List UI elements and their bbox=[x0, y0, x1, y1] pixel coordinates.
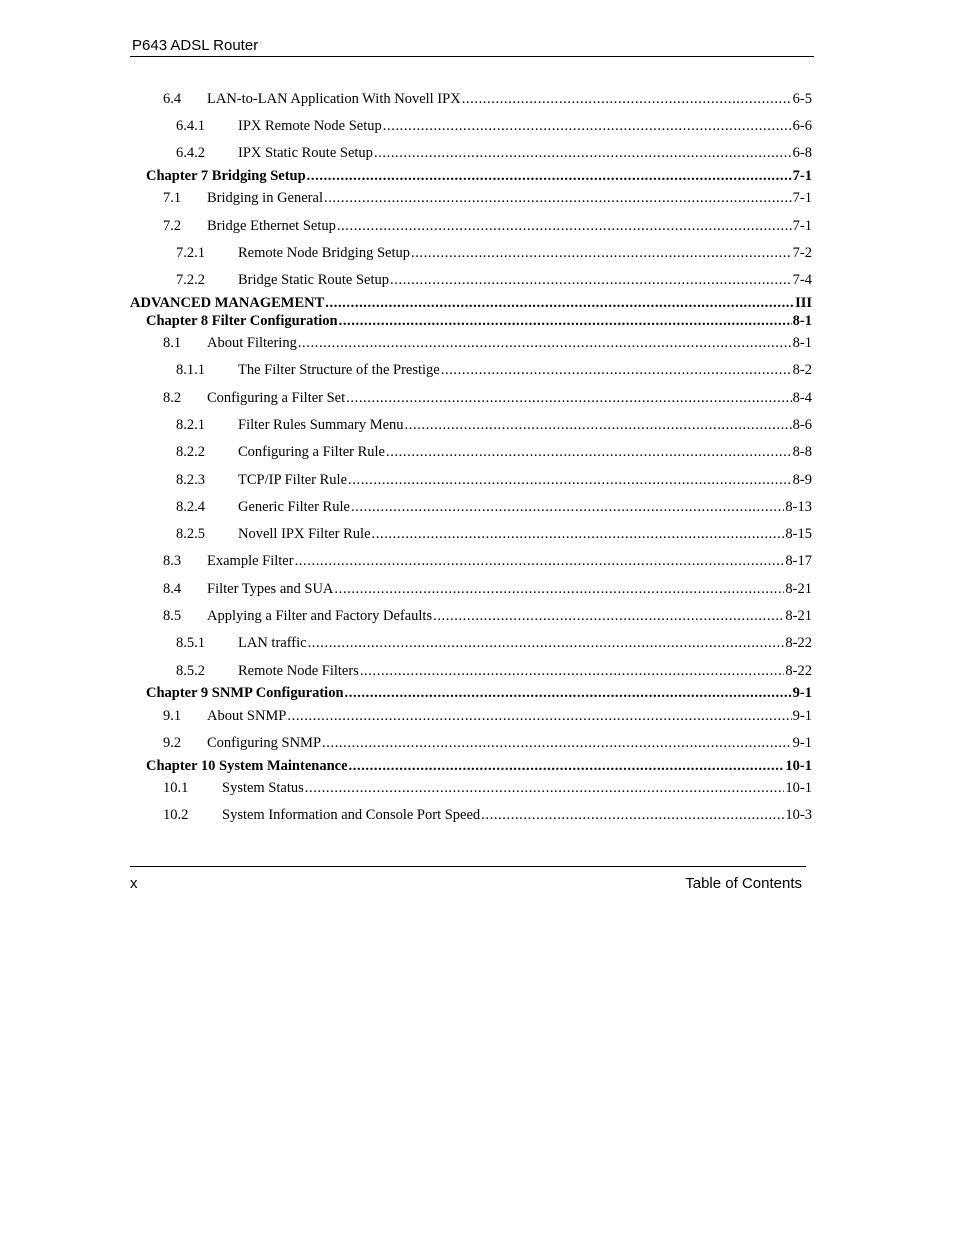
toc-leader-dots bbox=[339, 311, 792, 331]
toc-leader-dots bbox=[383, 116, 792, 136]
toc-entry-number: 8.2.2 bbox=[176, 444, 205, 460]
toc-chapter-page: 10-1 bbox=[785, 758, 812, 774]
toc-leader-dots bbox=[322, 733, 792, 753]
toc-entry-page: 6-5 bbox=[792, 91, 812, 107]
toc-entry-page: 10-1 bbox=[785, 780, 812, 796]
page-header: P643 ADSL Router bbox=[132, 37, 259, 54]
toc-entry-page: 8-9 bbox=[792, 472, 812, 488]
toc-entry[interactable] bbox=[176, 442, 812, 462]
toc-entry-page: 8-2 bbox=[792, 362, 812, 378]
toc-entry-title: About SNMP bbox=[207, 708, 287, 724]
toc-entry[interactable] bbox=[163, 388, 812, 408]
toc-entry[interactable] bbox=[176, 116, 812, 136]
toc-entry-number: 8.2.4 bbox=[176, 499, 205, 515]
toc-entry[interactable] bbox=[163, 606, 812, 626]
toc-entry[interactable] bbox=[176, 524, 812, 544]
toc-entry-number: 9.2 bbox=[163, 735, 182, 751]
toc-leader-dots bbox=[324, 188, 792, 208]
toc-entry-number: 8.2.1 bbox=[176, 417, 205, 433]
toc-entry-number: 8.2 bbox=[163, 390, 182, 406]
toc-entry-number: 8.1.1 bbox=[176, 362, 205, 378]
footer-page-number: x bbox=[130, 875, 138, 892]
toc-part[interactable] bbox=[130, 293, 812, 313]
toc-entry-page: 9-1 bbox=[792, 708, 812, 724]
toc-leader-dots bbox=[348, 470, 792, 490]
toc-entry-number: 6.4 bbox=[163, 91, 182, 107]
toc-entry-page: 8-15 bbox=[785, 526, 812, 542]
toc-chapter-page: 9-1 bbox=[792, 685, 812, 701]
toc-entry[interactable] bbox=[163, 551, 812, 571]
toc-part-title: ADVANCED MANAGEMENT bbox=[130, 295, 325, 311]
toc-entry-number: 9.1 bbox=[163, 708, 182, 724]
toc-entry-number: 8.2.3 bbox=[176, 472, 205, 488]
toc-chapter-title: Chapter 9 SNMP Configuration bbox=[146, 685, 344, 701]
toc-entry[interactable] bbox=[163, 805, 812, 825]
toc-leader-dots bbox=[337, 216, 792, 236]
toc-leader-dots bbox=[386, 442, 792, 462]
toc-leader-dots bbox=[372, 524, 785, 544]
toc-entry-title: Example Filter bbox=[207, 553, 294, 569]
toc-entry-number: 7.2.2 bbox=[176, 272, 205, 288]
toc-entry-number: 7.2 bbox=[163, 218, 182, 234]
toc-entry-title: Configuring a Filter Rule bbox=[238, 444, 385, 460]
toc-entry[interactable] bbox=[176, 143, 812, 163]
toc-entry[interactable] bbox=[176, 360, 812, 380]
toc-chapter[interactable] bbox=[146, 311, 812, 331]
toc-leader-dots bbox=[390, 270, 792, 290]
toc-entry-page: 8-22 bbox=[785, 635, 812, 651]
toc-entry-title: LAN-to-LAN Application With Novell IPX bbox=[207, 91, 461, 107]
toc-entry-title: About Filtering bbox=[207, 335, 297, 351]
toc-entry-title: Generic Filter Rule bbox=[238, 499, 350, 515]
toc-leader-dots bbox=[308, 633, 785, 653]
toc-leader-dots bbox=[325, 293, 794, 313]
toc-entry-page: 8-8 bbox=[792, 444, 812, 460]
toc-entry-number: 8.2.5 bbox=[176, 526, 205, 542]
toc-entry-number: 10.2 bbox=[163, 807, 189, 823]
toc-chapter[interactable] bbox=[146, 756, 812, 776]
toc-leader-dots bbox=[305, 778, 785, 798]
toc-entry-title: System Information and Console Port Speed bbox=[222, 807, 481, 823]
toc-chapter[interactable] bbox=[146, 166, 812, 186]
toc-leader-dots bbox=[334, 579, 784, 599]
toc-entry-title: Novell IPX Filter Rule bbox=[238, 526, 371, 542]
toc-leader-dots bbox=[295, 551, 785, 571]
toc-entry[interactable] bbox=[176, 415, 812, 435]
toc-chapter-title: Chapter 8 Filter Configuration bbox=[146, 313, 338, 329]
toc-leader-dots bbox=[462, 89, 792, 109]
toc-entry-title: LAN traffic bbox=[238, 635, 307, 651]
toc-entry[interactable] bbox=[163, 89, 812, 109]
toc-part-page: III bbox=[795, 295, 812, 311]
toc-entry[interactable] bbox=[176, 661, 812, 681]
toc-leader-dots bbox=[374, 143, 792, 163]
toc-entry-number: 8.5.2 bbox=[176, 663, 205, 679]
toc-entry[interactable] bbox=[176, 243, 812, 263]
toc-entry-page: 8-13 bbox=[785, 499, 812, 515]
toc-entry-page: 6-8 bbox=[792, 145, 812, 161]
toc-entry-page: 8-6 bbox=[792, 417, 812, 433]
toc-leader-dots bbox=[298, 333, 792, 353]
toc-entry-number: 7.2.1 bbox=[176, 245, 205, 261]
toc-leader-dots bbox=[411, 243, 792, 263]
toc-entry-title: IPX Static Route Setup bbox=[238, 145, 373, 161]
toc-entry-title: Filter Rules Summary Menu bbox=[238, 417, 404, 433]
toc-leader-dots bbox=[346, 388, 792, 408]
toc-entry[interactable] bbox=[163, 333, 812, 353]
header-rule bbox=[130, 56, 814, 57]
toc-entry-page: 8-17 bbox=[785, 553, 812, 569]
toc-entry-page: 8-22 bbox=[785, 663, 812, 679]
toc-entry-title: IPX Remote Node Setup bbox=[238, 118, 382, 134]
toc-leader-dots bbox=[287, 706, 791, 726]
toc-entry[interactable] bbox=[163, 778, 812, 798]
toc-entry-page: 8-21 bbox=[785, 581, 812, 597]
toc-entry-title: Bridging in General bbox=[207, 190, 323, 206]
toc-chapter-title: Chapter 7 Bridging Setup bbox=[146, 168, 306, 184]
toc-leader-dots bbox=[441, 360, 792, 380]
toc-entry-number: 6.4.1 bbox=[176, 118, 205, 134]
toc-entry-page: 10-3 bbox=[785, 807, 812, 823]
toc-entry-number: 10.1 bbox=[163, 780, 189, 796]
toc-entry[interactable] bbox=[176, 270, 812, 290]
toc-entry[interactable] bbox=[176, 497, 812, 517]
toc-entry-number: 8.5.1 bbox=[176, 635, 205, 651]
toc-chapter-page: 7-1 bbox=[792, 168, 812, 184]
toc-entry-page: 6-6 bbox=[792, 118, 812, 134]
toc-entry-page: 7-2 bbox=[792, 245, 812, 261]
toc-entry-title: System Status bbox=[222, 780, 304, 796]
toc-entry[interactable] bbox=[163, 216, 812, 236]
toc-leader-dots bbox=[405, 415, 792, 435]
toc-leader-dots bbox=[433, 606, 784, 626]
toc-chapter-page: 8-1 bbox=[792, 313, 812, 329]
toc-entry-number: 7.1 bbox=[163, 190, 182, 206]
toc-entry-page: 9-1 bbox=[792, 735, 812, 751]
toc-entry[interactable] bbox=[163, 579, 812, 599]
toc-leader-dots bbox=[351, 497, 784, 517]
toc-chapter-title: Chapter 10 System Maintenance bbox=[146, 758, 348, 774]
toc-entry-title: Remote Node Bridging Setup bbox=[238, 245, 410, 261]
toc-entry[interactable] bbox=[163, 188, 812, 208]
toc-entry-page: 7-4 bbox=[792, 272, 812, 288]
toc-entry[interactable] bbox=[163, 733, 812, 753]
toc-entry[interactable] bbox=[176, 633, 812, 653]
toc-entry[interactable] bbox=[163, 706, 812, 726]
toc-entry-page: 8-21 bbox=[785, 608, 812, 624]
toc-leader-dots bbox=[360, 661, 785, 681]
toc-entry-title: Configuring SNMP bbox=[207, 735, 322, 751]
toc-leader-dots bbox=[349, 756, 785, 776]
toc-entry-number: 8.1 bbox=[163, 335, 182, 351]
toc-entry-title: Configuring a Filter Set bbox=[207, 390, 346, 406]
toc-entry-page: 8-4 bbox=[792, 390, 812, 406]
toc-entry-number: 8.3 bbox=[163, 553, 182, 569]
footer-rule bbox=[130, 866, 806, 867]
toc-leader-dots bbox=[481, 805, 784, 825]
toc-entry-title: Applying a Filter and Factory Defaults bbox=[207, 608, 433, 624]
toc-entry-page: 8-1 bbox=[792, 335, 812, 351]
toc-entry-number: 8.4 bbox=[163, 581, 182, 597]
footer-section-title: Table of Contents bbox=[685, 875, 802, 892]
toc-entry-title: The Filter Structure of the Prestige bbox=[238, 362, 440, 378]
toc-entry-title: Filter Types and SUA bbox=[207, 581, 334, 597]
toc-entry-title: TCP/IP Filter Rule bbox=[238, 472, 348, 488]
toc-entry-title: Bridge Static Route Setup bbox=[238, 272, 390, 288]
toc-entry-title: Remote Node Filters bbox=[238, 663, 359, 679]
toc-entry-page: 7-1 bbox=[792, 190, 812, 206]
toc-entry-number: 6.4.2 bbox=[176, 145, 205, 161]
toc-entry-page: 7-1 bbox=[792, 218, 812, 234]
toc-leader-dots bbox=[345, 683, 792, 703]
toc-entry[interactable] bbox=[176, 470, 812, 490]
toc-leader-dots bbox=[307, 166, 792, 186]
toc-chapter[interactable] bbox=[146, 683, 812, 703]
toc-entry-title: Bridge Ethernet Setup bbox=[207, 218, 336, 234]
toc-entry-number: 8.5 bbox=[163, 608, 182, 624]
